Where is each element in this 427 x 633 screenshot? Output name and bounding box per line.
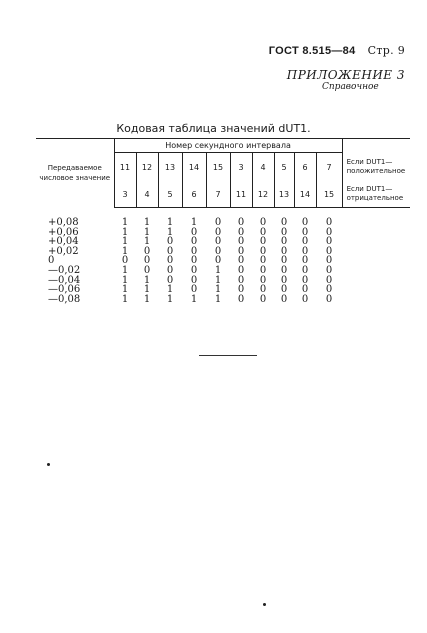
code-digit: 0 bbox=[301, 255, 309, 267]
value-label: —0,08 bbox=[48, 293, 81, 305]
code-digit: 0 bbox=[280, 226, 288, 238]
code-digit: 0 bbox=[259, 274, 267, 286]
second-number-cell: 15 bbox=[316, 181, 342, 208]
code-digit: 0 bbox=[143, 255, 151, 267]
second-number-cell: 12 bbox=[136, 153, 158, 182]
value-label: +0,04 bbox=[48, 236, 79, 248]
code-digit: 0 bbox=[190, 284, 198, 296]
code-digit: 0 bbox=[166, 255, 174, 267]
code-digit: 1 bbox=[121, 236, 129, 248]
code-digit: 0 bbox=[301, 293, 309, 305]
code-digit: 0 bbox=[301, 236, 309, 248]
second-number-cell: 4 bbox=[136, 181, 158, 208]
code-column bbox=[229, 218, 253, 304]
code-digit: 0 bbox=[214, 236, 222, 248]
code-digit: 0 bbox=[166, 264, 174, 276]
code-digit: 1 bbox=[121, 217, 129, 228]
second-number-cell: 4 bbox=[252, 153, 274, 182]
second-number-cell: 6 bbox=[294, 153, 316, 182]
code-digit: 0 bbox=[325, 264, 333, 276]
code-digit: 1 bbox=[143, 217, 151, 228]
group-header: Номер секундного интервала bbox=[114, 139, 342, 153]
code-digit: 0 bbox=[301, 226, 309, 238]
code-digit: 1 bbox=[121, 293, 129, 305]
code-digit: 0 bbox=[259, 293, 267, 305]
code-digit: 1 bbox=[121, 274, 129, 286]
code-digit: 0 bbox=[259, 264, 267, 276]
code-digit: 0 bbox=[325, 255, 333, 267]
code-digit: 0 bbox=[143, 264, 151, 276]
code-digit: 0 bbox=[280, 236, 288, 248]
second-number-cell: 12 bbox=[252, 181, 274, 208]
code-digit: 0 bbox=[280, 245, 288, 257]
standard-number: ГОСТ 8.515—84 bbox=[268, 45, 356, 57]
code-column bbox=[135, 218, 159, 304]
code-digit: 0 bbox=[237, 236, 245, 248]
second-number-cell: 6 bbox=[182, 181, 206, 208]
print-speck bbox=[47, 463, 50, 466]
code-column bbox=[158, 218, 182, 304]
second-number-cell: 11 bbox=[114, 153, 136, 182]
appendix-type: Справочное bbox=[322, 82, 379, 92]
end-rule bbox=[199, 355, 257, 356]
code-digit: 0 bbox=[237, 255, 245, 267]
code-digit: 1 bbox=[143, 236, 151, 248]
second-number-cell: 15 bbox=[206, 153, 230, 182]
code-digit: 0 bbox=[301, 245, 309, 257]
code-digit: 0 bbox=[325, 284, 333, 296]
code-digit: 1 bbox=[143, 284, 151, 296]
code-digit: 0 bbox=[301, 217, 309, 228]
code-digit: 1 bbox=[166, 284, 174, 296]
code-digit: 1 bbox=[214, 274, 222, 286]
code-digit: 0 bbox=[190, 245, 198, 257]
code-column bbox=[317, 218, 341, 304]
code-digit: 0 bbox=[214, 217, 222, 228]
code-digit: 0 bbox=[280, 274, 288, 286]
code-digit: 0 bbox=[259, 245, 267, 257]
code-digit: 0 bbox=[259, 226, 267, 238]
second-number-cell: 7 bbox=[206, 181, 230, 208]
code-digit: 0 bbox=[121, 255, 129, 267]
code-digit: 1 bbox=[121, 226, 129, 238]
code-digit: 0 bbox=[237, 226, 245, 238]
code-digit: 0 bbox=[237, 284, 245, 296]
second-number-cell: 5 bbox=[158, 181, 182, 208]
code-digit: 0 bbox=[237, 245, 245, 257]
code-digit: 0 bbox=[214, 226, 222, 238]
second-number-cell: 5 bbox=[274, 153, 294, 182]
code-digit: 0 bbox=[325, 236, 333, 248]
code-digit: 0 bbox=[237, 274, 245, 286]
value-label: +0,02 bbox=[48, 245, 79, 257]
code-digit: 1 bbox=[143, 274, 151, 286]
second-number-cell: 13 bbox=[274, 181, 294, 208]
page-header bbox=[269, 44, 405, 57]
code-digit: 1 bbox=[214, 284, 222, 296]
code-digit: 1 bbox=[121, 264, 129, 276]
code-digit: 1 bbox=[190, 293, 198, 305]
code-digit: 0 bbox=[190, 274, 198, 286]
code-digit: 0 bbox=[301, 274, 309, 286]
code-digit: 0 bbox=[166, 236, 174, 248]
negative-caption: Если DUT1—отрицательное bbox=[342, 181, 410, 208]
code-digit: 0 bbox=[280, 293, 288, 305]
value-label: —0,04 bbox=[48, 274, 81, 286]
code-digit: 0 bbox=[237, 293, 245, 305]
row-header-cell bbox=[36, 139, 114, 208]
code-digit: 0 bbox=[325, 226, 333, 238]
code-column bbox=[182, 218, 206, 304]
code-digit: 0 bbox=[259, 217, 267, 228]
second-number-cell: 13 bbox=[158, 153, 182, 182]
code-digit: 0 bbox=[214, 255, 222, 267]
code-digit: 0 bbox=[166, 245, 174, 257]
code-digit: 0 bbox=[190, 255, 198, 267]
table-title: Кодовая таблица значений dUT1. bbox=[116, 122, 311, 135]
code-digit: 0 bbox=[190, 264, 198, 276]
code-digit: 0 bbox=[237, 264, 245, 276]
positive-caption: Если DUT1—положительное bbox=[342, 153, 410, 182]
row-header: Передаваемое числовое значение bbox=[39, 164, 111, 183]
code-digit: 1 bbox=[214, 293, 222, 305]
code-digit: 0 bbox=[280, 284, 288, 296]
code-digit: 0 bbox=[190, 226, 198, 238]
second-number-cell: 7 bbox=[316, 153, 342, 182]
code-digit: 1 bbox=[143, 226, 151, 238]
code-digit: 0 bbox=[190, 236, 198, 248]
code-digit: 0 bbox=[280, 255, 288, 267]
appendix-title: ПРИЛОЖЕНИЕ 3 bbox=[286, 68, 405, 82]
code-column bbox=[113, 218, 137, 304]
code-digit: 1 bbox=[143, 293, 151, 305]
print-speck bbox=[263, 603, 266, 606]
code-digit: 0 bbox=[259, 255, 267, 267]
code-table bbox=[36, 138, 410, 208]
code-digit: 0 bbox=[325, 293, 333, 305]
code-digit: 0 bbox=[214, 245, 222, 257]
second-number-cell: 11 bbox=[230, 181, 252, 208]
code-digit: 0 bbox=[280, 217, 288, 228]
code-digit: 0 bbox=[325, 217, 333, 228]
code-digit: 1 bbox=[166, 217, 174, 228]
code-digit: 0 bbox=[325, 274, 333, 286]
page-number: Стр. 9 bbox=[367, 44, 405, 57]
second-number-cell: 3 bbox=[114, 181, 136, 208]
second-number-cell: 14 bbox=[294, 181, 316, 208]
code-column bbox=[206, 218, 230, 304]
code-digit: 0 bbox=[259, 284, 267, 296]
code-column bbox=[293, 218, 317, 304]
code-digit: 0 bbox=[301, 284, 309, 296]
code-digit: 1 bbox=[166, 293, 174, 305]
code-digit: 1 bbox=[190, 217, 198, 228]
code-digit: 0 bbox=[143, 245, 151, 257]
code-digit: 1 bbox=[166, 226, 174, 238]
code-digit: 1 bbox=[121, 284, 129, 296]
value-label: —0,02 bbox=[48, 264, 81, 276]
second-number-cell: 3 bbox=[230, 153, 252, 182]
value-label: +0,06 bbox=[48, 226, 79, 238]
transmitted-values bbox=[48, 218, 80, 304]
value-label: 0 bbox=[48, 255, 55, 267]
code-digit: 0 bbox=[301, 264, 309, 276]
code-digit: 0 bbox=[166, 274, 174, 286]
value-label: +0,08 bbox=[48, 217, 79, 228]
code-digit: 1 bbox=[121, 245, 129, 257]
code-digit: 0 bbox=[325, 245, 333, 257]
code-digit: 1 bbox=[214, 264, 222, 276]
code-digit: 0 bbox=[237, 217, 245, 228]
code-digit: 0 bbox=[280, 264, 288, 276]
value-label: —0,06 bbox=[48, 284, 81, 296]
second-number-cell: 14 bbox=[182, 153, 206, 182]
code-digit: 0 bbox=[259, 236, 267, 248]
